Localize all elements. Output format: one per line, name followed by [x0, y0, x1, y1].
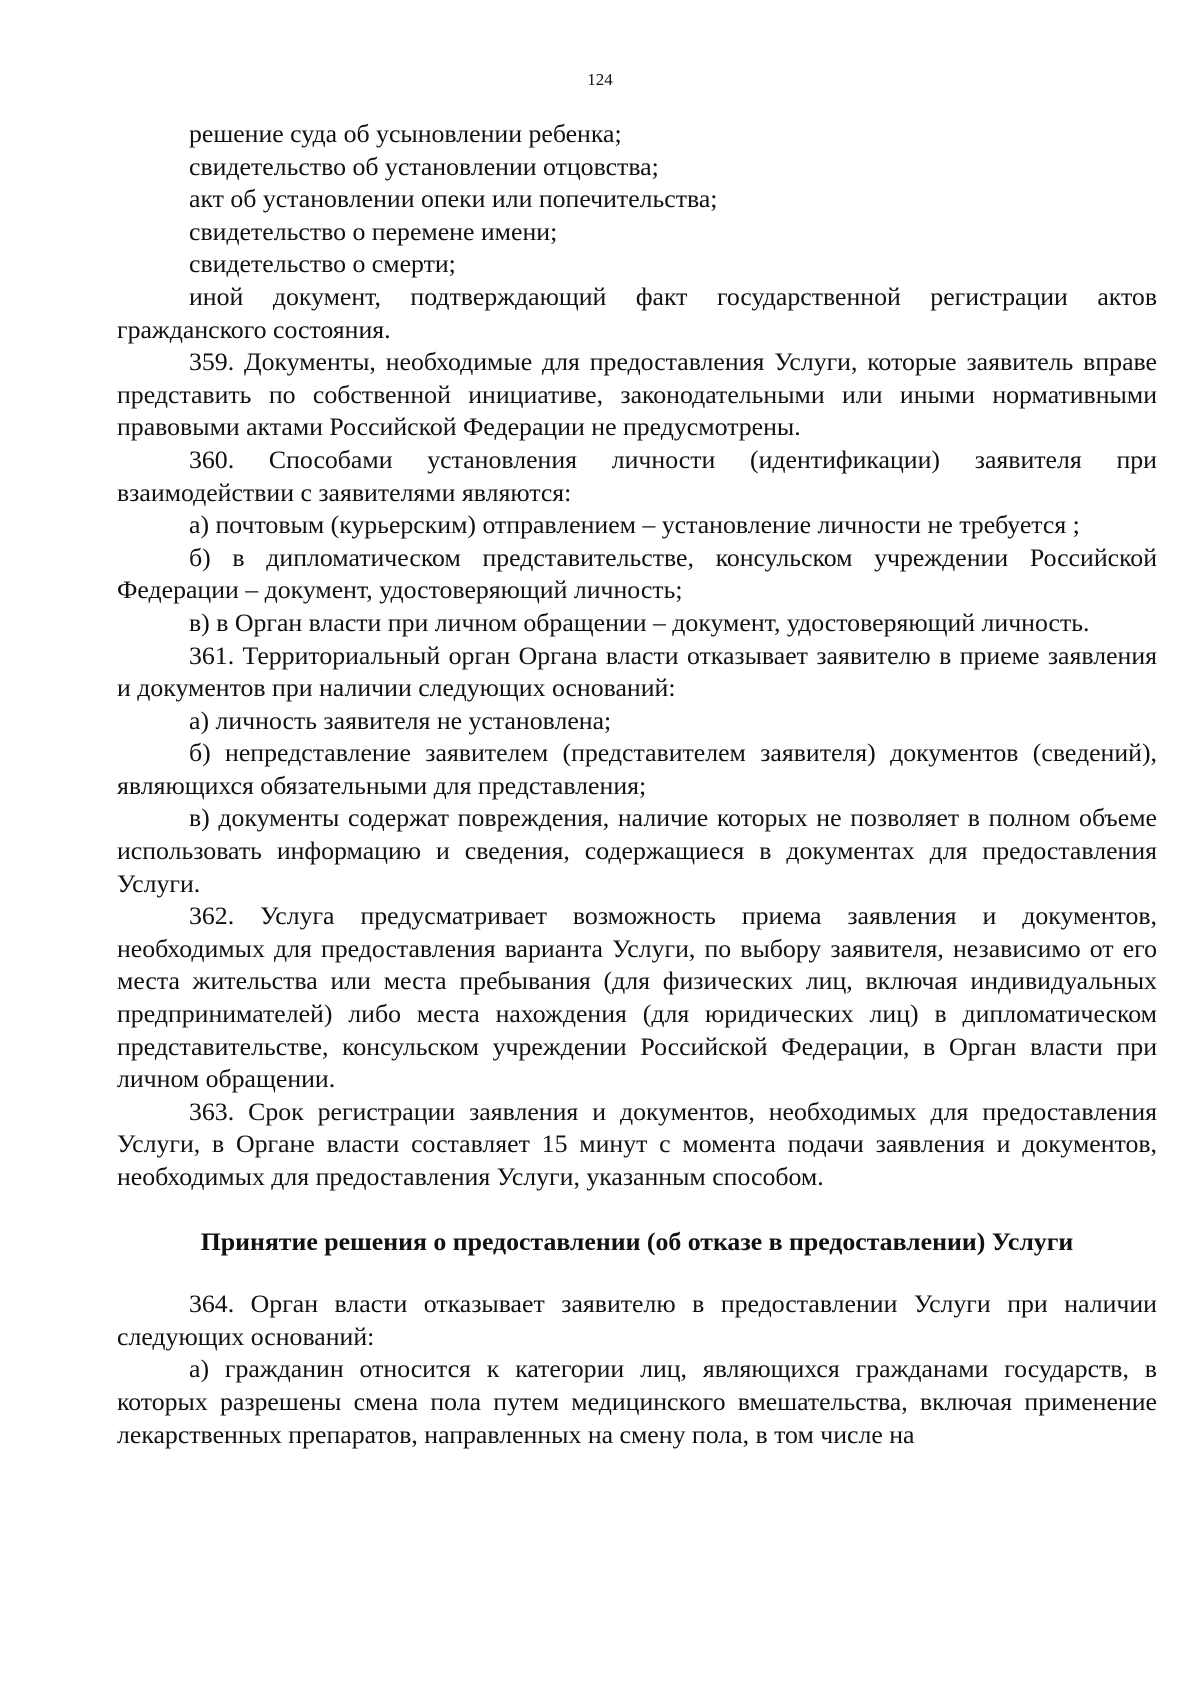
- paragraph-363: 363. Срок регистрации заявления и документов, необходимых для предоставления Услуги, в Органе власти составляет 15 минут с момента подачи заявления и документов, необходимых для предоставления Услуги, указанным способом.: [117, 1096, 1157, 1191]
- paragraph: в) документы содержат повреждения, наличие которых не позволяет в полном объеме использовать информацию и сведения, содержащиеся в документах для предоставления Услуги.: [117, 803, 1157, 898]
- paragraph: иной документ, подтверждающий факт государственной регистрации актов гражданского состояния.: [117, 281, 1157, 344]
- document-body: [117, 118, 1157, 1451]
- paragraph-360: 360. Способами установления личности (идентификации) заявителя при взаимодействии с заявителями являются:: [117, 444, 1157, 507]
- paragraph: свидетельство об установлении отцовства;: [189, 151, 659, 181]
- paragraph: а) почтовым (курьерским) отправлением – установление личности не требуется ;: [189, 510, 1080, 540]
- paragraph-362: 362. Услуга предусматривает возможность приема заявления и документов, необходимых для предоставления варианта Услуги, по выбору заявителя, независимо от его места жительства или места пребывания (для физических лиц, включая индивидуальных предпринимателей) либо места нахождения (для юридических лиц) в дипломатическом представительстве, консульском учреждении Российской Федерации, в Орган власти при личном обращении.: [117, 901, 1157, 1094]
- page-number: 124: [587, 70, 613, 89]
- paragraph: а) гражданин относится к категории лиц, являющихся гражданами государств, в которых разрешены смена пола путем медицинского вмешательства, включая применение лекарственных препаратов, направленных на смену пола, в том числе на: [117, 1354, 1157, 1449]
- paragraph: б) в дипломатическом представительстве, консульском учреждении Российской Федерации – документ, удостоверяющий личность;: [117, 542, 1157, 605]
- paragraph: в) в Орган власти при личном обращении – документ, удостоверяющий личность.: [189, 607, 1090, 637]
- paragraph: акт об установлении опеки или попечительства;: [189, 184, 718, 214]
- paragraph-364: 364. Орган власти отказывает заявителю в предоставлении Услуги при наличии следующих оснований:: [117, 1289, 1157, 1351]
- section-title: Принятие решения о предоставлении (об отказе в предоставлении) Услуги: [200, 1226, 1074, 1256]
- paragraph: а) личность заявителя не установлена;: [189, 705, 612, 735]
- paragraph: свидетельство о перемене имени;: [189, 216, 558, 246]
- paragraph: б) непредставление заявителем (представителем заявителя) документов (сведений), являющихся обязательными для представления;: [117, 738, 1157, 800]
- paragraph-359: 359. Документы, необходимые для предоставления Услуги, которые заявитель вправе представить по собственной инициативе, законодательными или иными нормативными правовыми актами Российской Федерации не предусмотрены.: [117, 347, 1157, 442]
- paragraph: решение суда об усыновлении ребенка;: [189, 119, 622, 148]
- paragraph-361: 361. Территориальный орган Органа власти отказывает заявителю в приеме заявления и документов при наличии следующих оснований:: [117, 640, 1157, 703]
- paragraph: свидетельство о смерти;: [189, 249, 456, 279]
